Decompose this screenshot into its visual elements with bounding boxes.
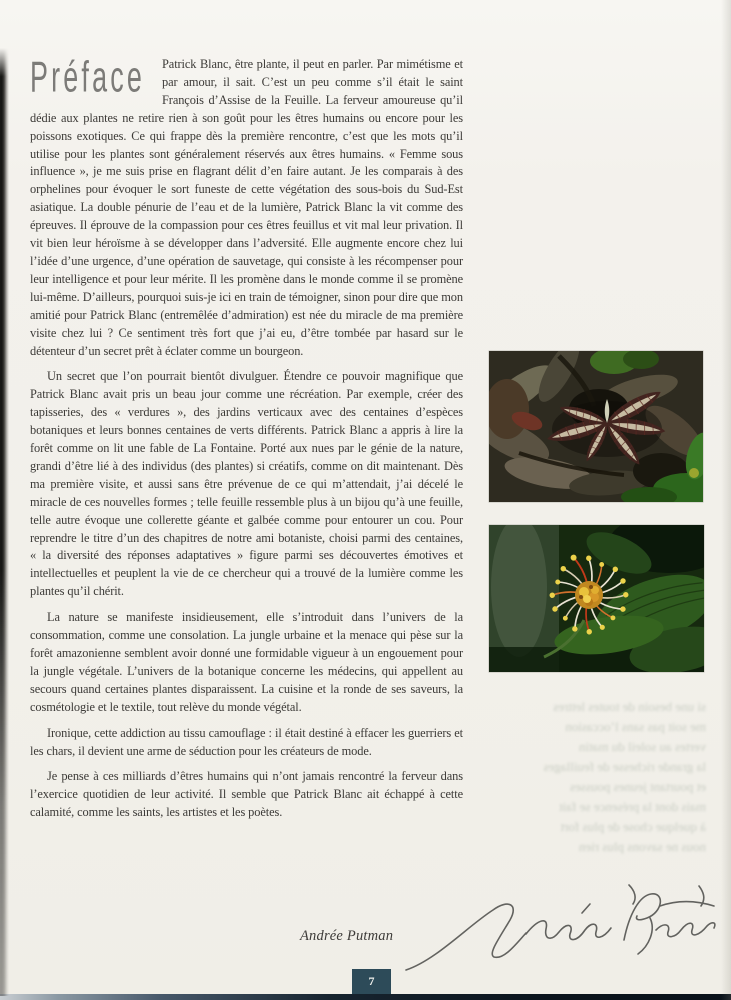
showthrough-line: nous ne savons plus rien [578,839,706,854]
forest-floor-star-plant-photo [489,351,703,502]
showthrough-line: et pourtant jeunes pousses [569,779,706,794]
orange-spiky-flower-photo [489,525,704,672]
paragraph-2: Un secret que l’on pourrait bientôt divulguer. Étendre ce pouvoir magnifique que Patrick Blanc avait pris un beau jour comme une récréation. Par exemple, créer des tapisseries, des « verdures », des jardins verticaux avec des centaines d’espèces botaniques et leurs bonnes centaines de verts différents. Patrick Blanc a appris à lire la forêt comme on lit une fable de La Fontaine. Porté aux nues par le génie de la nature, grandi d’être lié à des individus (des plantes) si créatifs, comme on dit maintenant. Dès ma première visite, et aussi sans être prévenue de ce qui m’attendait, j’ai décelé le miracle de ces nouvelles formes ; telle feuille ressemble plus à un bijou qu’à une feuille, telle autre évoque une collerette géante et galbée comme pour entourer un cou. Pour reprendre le titre d’un des chapitres de notre ami botaniste, choisi parmi des centaines, « la diversité des réponses adaptatives » figure parmi ses découvertes émotives et intellectuelles et peuplent la vie de ce chercheur qui a trouvé de la lumière comme les plantes qu’il chérit. [30,369,463,599]
paragraph-4: Ironique, cette addiction au tissu camouflage : il était destiné à effacer les guerriers et les chars, il devient une arme de séduction pour les créateurs de mode. [30,725,463,758]
paragraph-5: Je pense à ces milliards d’êtres humains qui n’ont jamais rencontré la ferveur dans l’exercice quotidien de leur activité. Il semble que Patrick Blanc ait échappé à cette calamité, comme les saints, les artistes et les poètes. [30,769,463,820]
bottom-edge-bar [0,994,731,1000]
page-number: 7 [368,974,375,988]
paragraph-1: Patrick Blanc, être plante, il peut en parler. Par mimétisme et par amour, il sait. C’est un peu comme s’il était le saint François d’Assise de la Feuille. La ferveur amoureuse qu’il dédie aux plantes ne retire rien à son goût pour les êtres humains ou encore pour les poissons exotiques. Ce qui frappe dès la première rencontre, c’est que les mots qu’il utilise pour les plantes sont généralement réservés aux êtres humains. « Femme sous influence », je me suis prise en flagrant délit d’en faire autant. Je les comparais à des orphelines pour évoquer le sort funeste de cette végétation des sous-bois du Sud-Est asiatique. La double pénurie de l’eau et de la lumière, Patrick Blanc la vit comme des épreuves. Il éprouve de la compassion pour ces êtres feuillus et vit mal leur privation. Il vit bien leur héroïsme à se développer dans l’adversité. Elle augmente encore chez lui l’idée d’une urgence, d’une opération de sauvetage, qui consiste à les récompenser pour leur intelligence et pour leur mérite. Il les promène dans le monde comme il se promène lui-même. D’ailleurs, pourquoi suis-je ici en train de témoigner, sinon pour dire que mon amitié pour Patrick Blanc (entremêlée d’admiration) est née du miracle de ma première visite chez lui ? Ce sentiment très fort que j’ai eu, d’être tombée par hasard sur le détenteur d’un secret prêt à éclater comme un bourgeon. [30,57,463,358]
showthrough-line: à quelque chose de plus fort [560,819,706,834]
showthrough-line: mais dont la présence se fait [559,799,706,814]
showthrough-line: me soit pas sans l’occasion [565,719,706,734]
page-title-text: Préface [30,51,146,101]
handwritten-signature [398,884,720,980]
preface-text-column [30,51,463,830]
paragraph-3: La nature se manifeste insidieusement, elle s’introduit dans l’univers de la consommation, comme une consolation. La jungle urbaine et la menace qui pèse sur la forêt amazonienne semblent avoir donné une formidable vigueur à un engouement pour la jungle végétale. L’univers de la botanique concerne les médecins, qui appellent au secours quand certaines plantes disparaissent. La cuisine et la ronde de ses saveurs, la cosmétologie et le textile, tout relève du monde végétal. [30,610,463,714]
showthrough-line: vertes au soleil du matin [578,739,706,754]
signature-printed-name: Andrée Putman [300,928,394,944]
book-binding-edge [0,48,9,996]
verso-showthrough-text [482,697,706,857]
page-edge-shadow [721,0,731,1000]
showthrough-line: si une besoin de toutes lettres [553,699,706,714]
showthrough-line: la grande richesse de feuillages [543,759,706,774]
page-title [30,51,152,108]
